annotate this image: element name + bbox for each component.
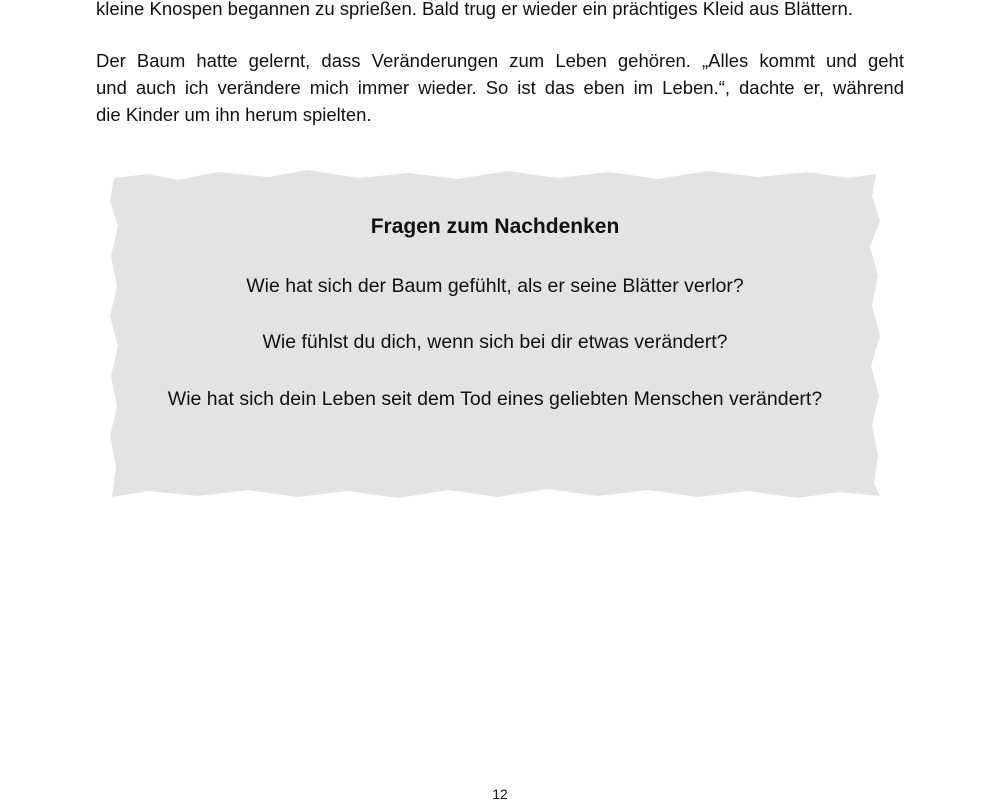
paragraph-line: und auch ich verändere mich immer wieder. So ist das eben im Leben.“, dachte er, während: [96, 77, 904, 98]
paragraph-line: die Kinder um ihn herum spielten.: [96, 104, 372, 125]
story-paragraph-1: [96, 0, 904, 22]
reflection-title: Fragen zum Nachdenken: [370, 215, 620, 238]
paragraph-line: kleine Knospen begannen zu sprießen. Bald trug er wieder ein prächtiges Kleid aus Blättern.: [96, 0, 853, 19]
paragraph-line: Der Baum hatte gelernt, dass Veränderungen zum Leben gehören. „Alles kommt und geht: [96, 50, 904, 71]
story-paragraph-2: [96, 47, 904, 128]
reflection-box: [108, 166, 882, 502]
reflection-question-2: Wie fühlst du dich, wenn sich bei dir etwas verändert?: [262, 331, 728, 353]
page-number: 12: [492, 786, 508, 802]
reflection-question-3: Wie hat sich dein Leben seit dem Tod eines geliebten Menschen verändert?: [167, 388, 823, 410]
reflection-question-1: Wie hat sich der Baum gefühlt, als er seine Blätter verlor?: [246, 275, 744, 297]
